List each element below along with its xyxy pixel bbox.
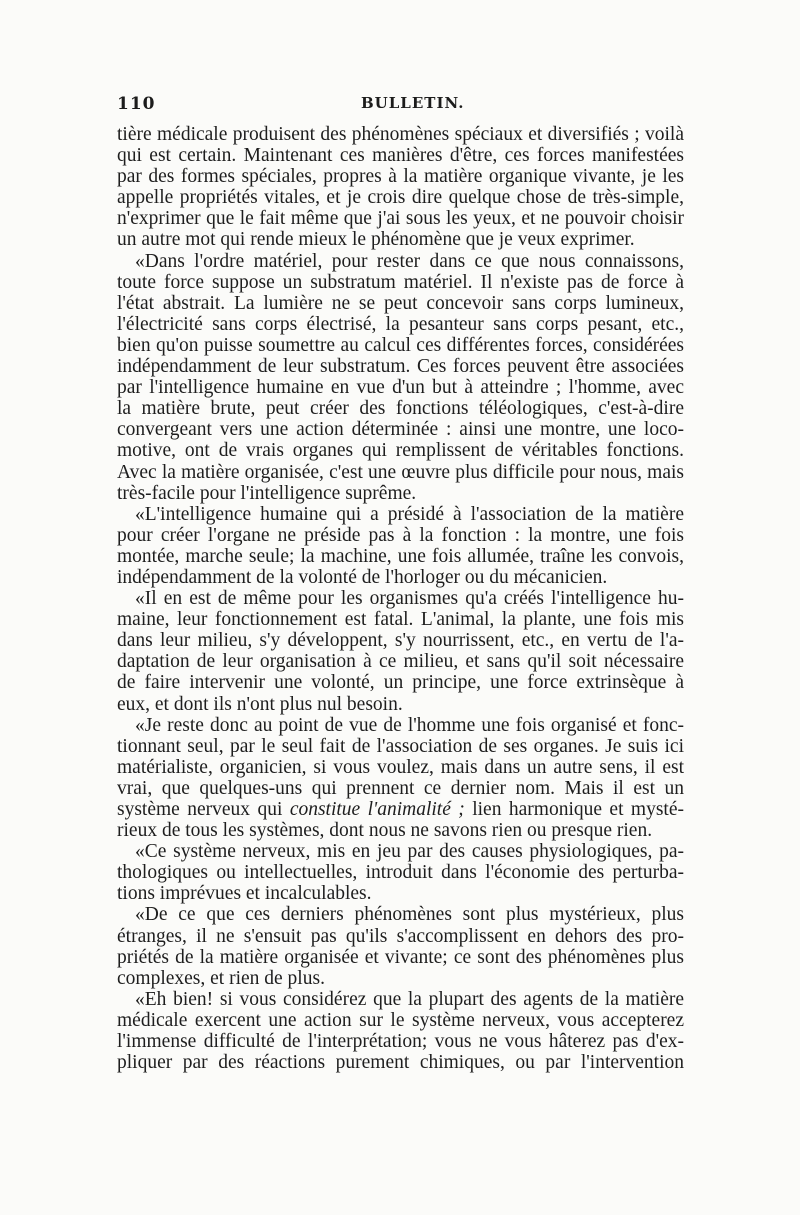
text-line: appelle propriétés vitales, et je crois dire quelque chose de très-simple, [117,187,684,209]
text-line: un autre mot qui rende mieux le phénomène que je veux exprimer. [117,229,635,251]
paragraph [117,989,684,1073]
text-line: maine, leur fonctionnement est fatal. L'animal, la plante, une fois mis [117,609,684,631]
text-line: «L'intelligence humaine qui a présidé à l'association de la matière [135,503,684,525]
text-line: Avec la matière organisée, c'est une œuvre plus difficile pour nous, mais [117,461,684,483]
paragraph [117,904,684,988]
text-segment: lien harmonique et mysté- [464,799,684,820]
text-line: rieux de tous les systèmes, dont nous ne savons rien ou presque rien. [117,820,653,842]
text-line: pliquer par des réactions purement chimiques, ou par l'intervention [117,1052,684,1074]
italic-phrase: constitue l'animalité ; [289,799,465,820]
text-line: de faire intervenir une volonté, un principe, une force extrinsèque à [117,672,684,694]
text-line: l'électricité sans corps électrisé, la pesanteur sans corps pesant, etc., [117,313,684,335]
text-line: «Il en est de même pour les organismes qu'a créés l'intelligence hu- [135,588,684,610]
text-line: tionnant seul, par le seul fait de l'association de ses organes. Je suis ici [117,735,684,757]
text-line-with-italic [117,799,684,820]
text-line: motive, ont de vrais organes qui remplissent de véritables fonctions. [117,440,684,462]
text-line: très-facile pour l'intelligence suprême. [117,482,417,504]
page-body [117,124,684,1073]
text-line: vrai, que quelques-uns qui prennent ce dernier nom. Mais il est un [117,777,684,799]
text-line: dans leur milieu, s'y développent, s'y nourrissent, etc., en vertu de l'a- [117,630,684,652]
text-line: «Ce système nerveux, mis en jeu par des causes physiologiques, pa- [135,841,684,863]
paragraph [117,588,684,715]
paragraph [117,504,684,588]
text-line: montée, marche seule; la machine, une fois allumée, traîne les convois, [117,545,684,567]
text-line: médicale exercent une action sur le système nerveux, vous accepterez [117,1009,684,1031]
text-line: complexes, et rien de plus. [117,967,325,989]
text-line: indépendamment de leur substratum. Ces forces peuvent être associées [117,356,684,378]
text-line: priétés de la matière organisée et vivante; ce sont des phénomènes plus [117,946,684,968]
text-line: qui est certain. Maintenant ces manières d'être, ces forces manifestées [117,145,684,167]
text-line: l'immense difficulté de l'interprétation; vous ne vous hâterez pas d'ex- [117,1031,684,1053]
text-line: l'état abstrait. La lumière ne se peut concevoir sans corps lumineux, [117,292,684,314]
text-line: daptation de leur organisation à ce milieu, et sans qu'il soit nécessaire [117,651,684,673]
page-header [117,94,684,118]
text-line: «Eh bien! si vous considérez que la plupart des agents de la matière [135,988,684,1010]
text-line: bien qu'on puisse soumettre au calcul ces différentes forces, considérées [117,334,684,356]
text-line: «Je reste donc au point de vue de l'homme une fois organisé et fonc- [135,714,684,736]
text-line: étranges, il ne s'ensuit pas qu'ils s'accomplissent en dehors des pro- [117,925,684,947]
paragraph [117,841,684,904]
text-line: par des formes spéciales, propres à la matière organique vivante, je les [117,166,684,188]
text-line: la matière brute, peut créer des fonctions téléologiques, c'est-à-dire [117,398,684,420]
paragraph [117,715,684,842]
text-line: eux, et dont ils n'ont plus nul besoin. [117,693,403,715]
running-title: BULLETIN. [361,94,465,112]
text-line: tions imprévues et incalculables. [117,883,372,905]
text-line: pour créer l'organe ne préside pas à la fonction : la montre, une fois [117,524,684,546]
page-number: 110 [117,94,156,114]
paragraph [117,124,684,251]
text-line: «De ce que ces derniers phénomènes sont plus mystérieux, plus [135,904,684,926]
paragraph [117,251,684,504]
text-line: convergeant vers une action déterminée : ainsi une montre, une loco- [117,419,684,441]
text-line: tière médicale produisent des phénomènes spéciaux et diversifiés ; voilà [117,124,684,145]
text-line: matérialiste, organicien, si vous voulez, mais dans un autre sens, il est [117,756,684,778]
text-line: toute force suppose un substratum matériel. Il n'existe pas de force à [117,271,684,293]
text-line: par l'intelligence humaine en vue d'un but à atteindre ; l'homme, avec [117,377,684,399]
text-line: «Dans l'ordre matériel, pour rester dans ce que nous connaissons, [135,250,684,272]
text-line: indépendamment de la volonté de l'horloger ou du mécanicien. [117,566,608,588]
text-line: thologiques ou intellectuelles, introduit dans l'économie des perturba- [117,862,684,884]
text-segment: système nerveux qui [117,799,290,820]
text-line: n'exprimer que le fait même que j'ai sous les yeux, et ne pouvoir choisir [117,208,684,230]
